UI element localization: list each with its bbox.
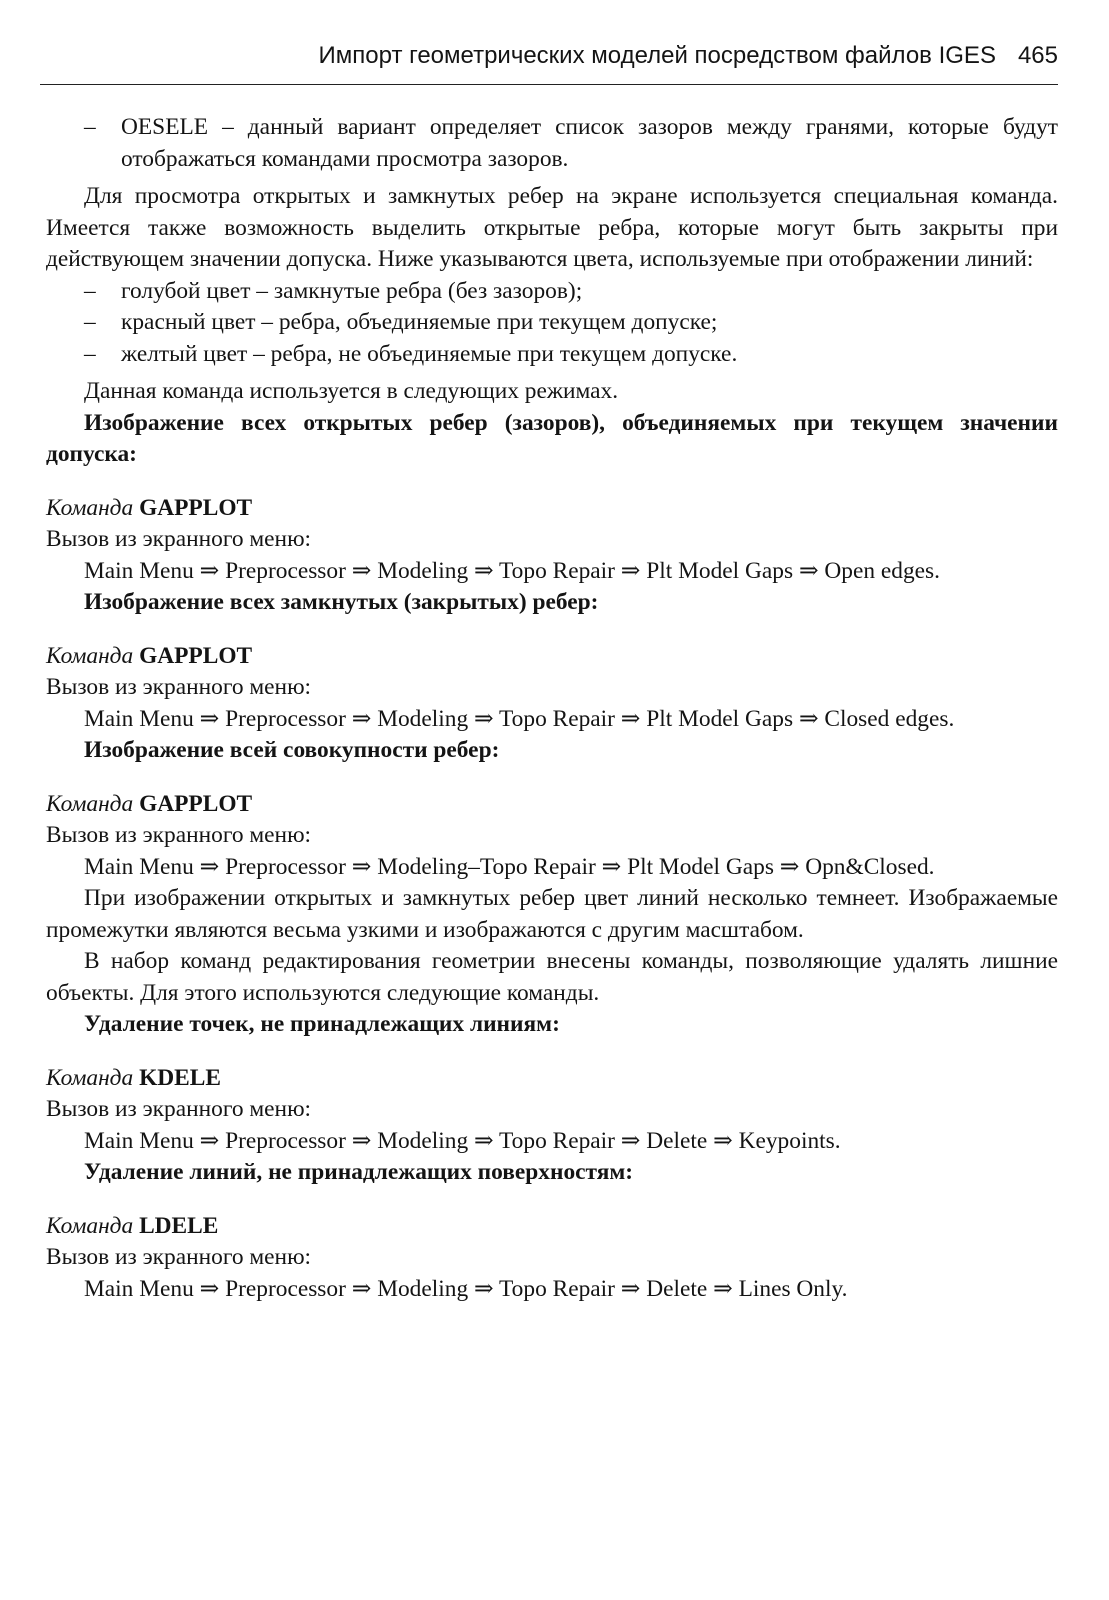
oesele-list [46, 112, 1058, 175]
heading-all-edges: Изображение всей совокупности ребер: [84, 737, 500, 763]
command-line-5 [46, 1211, 1058, 1243]
command-word: Команда [46, 1064, 134, 1091]
paragraph-delete: В набор команд редактирования геометрии внесены команды, позволяющие удалять лишние объекты. Для этого используются следующие команды. [46, 948, 1058, 1006]
running-header [40, 38, 1058, 85]
command-line-4 [46, 1063, 1058, 1095]
command-word: Команда [46, 642, 134, 669]
heading-closed-edges: Изображение всех замкнутых (закрытых) ребер: [84, 589, 599, 615]
menu-call-label: Вызов из экранного меню: [46, 822, 312, 848]
menu-call-label: Вызов из экранного меню: [46, 1244, 312, 1270]
menu-path: Main Menu ⇒ Preprocessor ⇒ Modeling ⇒ Topo Repair ⇒ Delete ⇒ Keypoints. [84, 1127, 841, 1154]
page-body [46, 112, 1058, 1305]
list-item: – OESELE – данный вариант определяет список зазоров между гранями, которые будут отображаться командами просмотра зазоров. [46, 112, 1058, 175]
paragraph-darken: При изображении открытых и замкнутых ребер цвет линий несколько темнеет. Изображаемые промежутки являются весьма узкими и изображаются с другим масштабом. [46, 885, 1058, 943]
command-name: GAPPLOT [139, 642, 253, 669]
command-word: Команда [46, 790, 134, 817]
command-word: Команда [46, 1212, 134, 1239]
command-name: GAPPLOT [139, 494, 253, 521]
heading-delete-lines: Удаление линий, не принадлежащих поверхностям: [84, 1159, 634, 1185]
command-name: LDELE [139, 1212, 219, 1239]
color-list [46, 276, 1058, 371]
heading-delete-keypoints: Удаление точек, не принадлежащих линиям: [84, 1011, 560, 1037]
menu-path: Main Menu ⇒ Preprocessor ⇒ Modeling ⇒ Topo Repair ⇒ Plt Model Gaps ⇒ Closed edges. [84, 705, 955, 732]
menu-call-label: Вызов из экранного меню: [46, 1096, 312, 1122]
command-name: GAPPLOT [139, 790, 253, 817]
menu-call-label: Вызов из экранного меню: [46, 674, 312, 700]
command-word: Команда [46, 494, 134, 521]
command-line-1 [46, 493, 1058, 525]
menu-call-label: Вызов из экранного меню: [46, 526, 312, 552]
heading-open-edges: Изображение всех открытых ребер (зазоров), объединяемых при текущем значении допуска: [46, 409, 1058, 467]
paragraph-intro: Для просмотра открытых и замкнутых ребер на экране используется специальная команда. Имеется также возможность выделить открытые ребра, которые могут быть закрыты при действующем значении допуска. Ниже указываются цвета, используемые при отображении линий: [46, 183, 1058, 272]
list-item: – красный цвет – ребра, объединяемые при текущем допуске; [46, 307, 1058, 339]
menu-path: Main Menu ⇒ Preprocessor ⇒ Modeling ⇒ Topo Repair ⇒ Plt Model Gaps ⇒ Open edges. [84, 557, 941, 584]
command-name: KDELE [139, 1064, 221, 1091]
command-line-2 [46, 641, 1058, 673]
list-item: – желтый цвет – ребра, не объединяемые при текущем допуске. [46, 339, 1058, 371]
menu-path: Main Menu ⇒ Preprocessor ⇒ Modeling–Topo Repair ⇒ Plt Model Gaps ⇒ Opn&Closed. [84, 853, 935, 880]
menu-path: Main Menu ⇒ Preprocessor ⇒ Modeling ⇒ Topo Repair ⇒ Delete ⇒ Lines Only. [84, 1275, 848, 1302]
paragraph-modes: Данная команда используется в следующих режимах. [84, 378, 619, 404]
page-number: 465 [1017, 42, 1058, 69]
command-line-3 [46, 789, 1058, 821]
header-title: Импорт геометрических моделей посредством файлов IGES [318, 42, 996, 69]
list-item: – голубой цвет – замкнутые ребра (без зазоров); [46, 276, 1058, 308]
